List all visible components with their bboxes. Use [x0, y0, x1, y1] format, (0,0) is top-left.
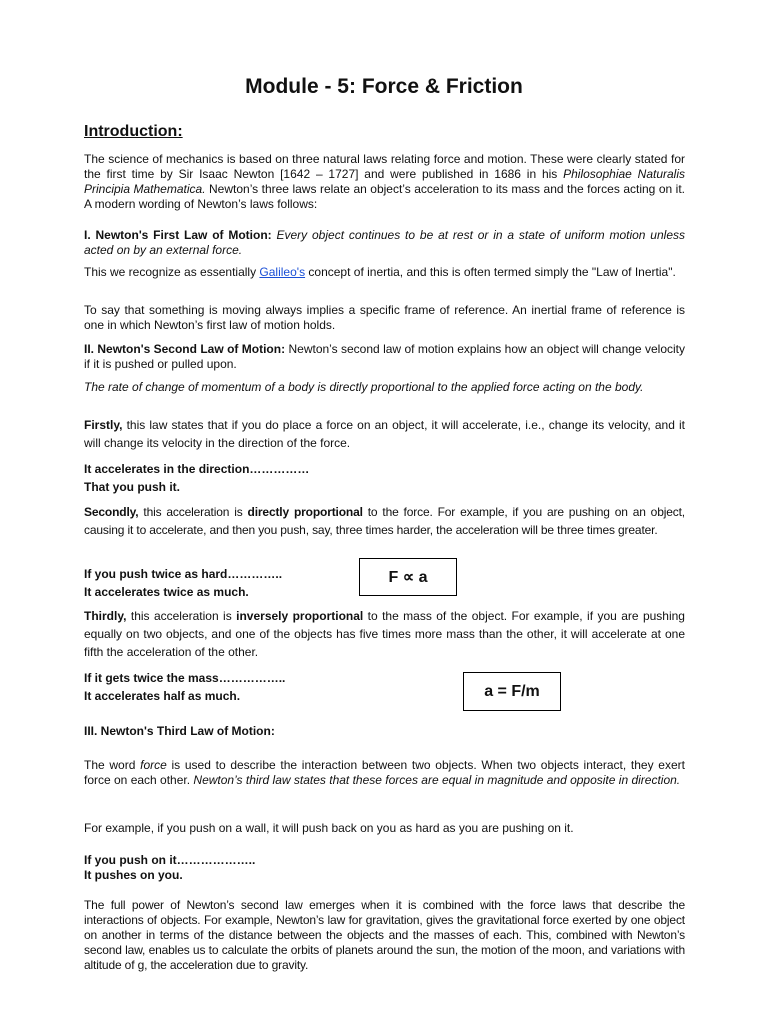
first-law-statement: Every object continues to be at rest or in a state of uniform motion unless acted on by an external force.	[84, 228, 685, 257]
third-law-heading: III. Newton's Third Law of Motion:	[84, 724, 275, 738]
first-law-heading: I. Newton's First Law of Motion:	[84, 228, 272, 242]
rule-push-on-it: If you push on it……………….. It pushes on you.	[84, 853, 256, 882]
rule-twice-mass: If it gets twice the mass…………….. It accelerates half as much.	[84, 671, 286, 703]
galileo-link[interactable]: Galileo's	[259, 265, 306, 279]
page-title: Module - 5: Force & Friction	[245, 75, 523, 98]
full-power-paragraph: The full power of Newton’s second law emerges when it is combined with the force laws that describe the interactions of objects. For example, Newton’s law for gravitation, gives the gravitational force exerted by one object on another in terms of the distance between the objects and the masses of each. This, combined with Newton’s second law, enables us to calculate the orbits of planets around the sun, the motion of the moon, and variations with altitude of g, the acceleration due to gravity.	[84, 898, 685, 972]
firstly-paragraph: Firstly, this law states that if you do place a force on an object, it will accelerate, i.e., change its velocity, and it will change its velocity in the direction of the force.	[84, 418, 685, 450]
first-law-paragraph	[84, 228, 685, 258]
second-law-heading: II. Newton's Second Law of Motion:	[84, 342, 286, 356]
wall-example-paragraph: For example, if you push on a wall, it will push back on you as hard as you are pushing on it.	[84, 821, 574, 835]
intro-paragraph: The science of mechanics is based on three natural laws relating force and motion. These were clearly stated for the first time by Sir Isaac Newton [1642 – 1727] and were published in 1686 in his Philosophiae Naturalis Principia Mathematica. Newton’s three laws relate an object’s acceleration to its mass and the forces acting on it. A modern wording of Newton’s laws follows:	[84, 152, 686, 211]
inertia-paragraph: This we recognize as essentially Galileo's concept of inertia, and this is often termed simply the "Law of Inertia".	[84, 265, 676, 279]
secondly-paragraph: Secondly, this acceleration is directly proportional to the force. For example, if you are pushing on an object, causing it to accelerate, and then you push, say, three times harder, the acceleration will be three times greater.	[84, 505, 685, 537]
acceleration-formula-box: a = F/m	[463, 672, 561, 711]
rule-direction: It accelerates in the direction…………… That you push it.	[84, 462, 310, 494]
rule-push-twice: If you push twice as hard………….. It accelerates twice as much.	[84, 567, 283, 599]
second-law-statement: The rate of change of momentum of a body is directly proportional to the applied force acting on the body.	[84, 380, 644, 394]
third-law-paragraph: The word force is used to describe the interaction between two objects. When two objects interact, they exert force on each other. Newton’s third law states that these forces are equal in magnitude and opposite in direction.	[84, 758, 685, 787]
frame-of-reference-paragraph: To say that something is moving always implies a specific frame of reference. An inertial frame of reference is one in which Newton’s first law of motion holds.	[84, 303, 685, 332]
force-proportional-box: F ∝ a	[359, 558, 457, 596]
thirdly-paragraph: Thirdly, this acceleration is inversely proportional to the mass of the object. For example, if you are pushing equally on two objects, and one of the objects has five times more mass than the other, it will accelerate at one fifth the acceleration of the other.	[84, 609, 685, 659]
second-law-paragraph: II. Newton's Second Law of Motion: Newton’s second law of motion explains how an object will change velocity if it is pushed or pulled upon.	[84, 342, 685, 371]
introduction-heading: Introduction:	[84, 123, 183, 140]
